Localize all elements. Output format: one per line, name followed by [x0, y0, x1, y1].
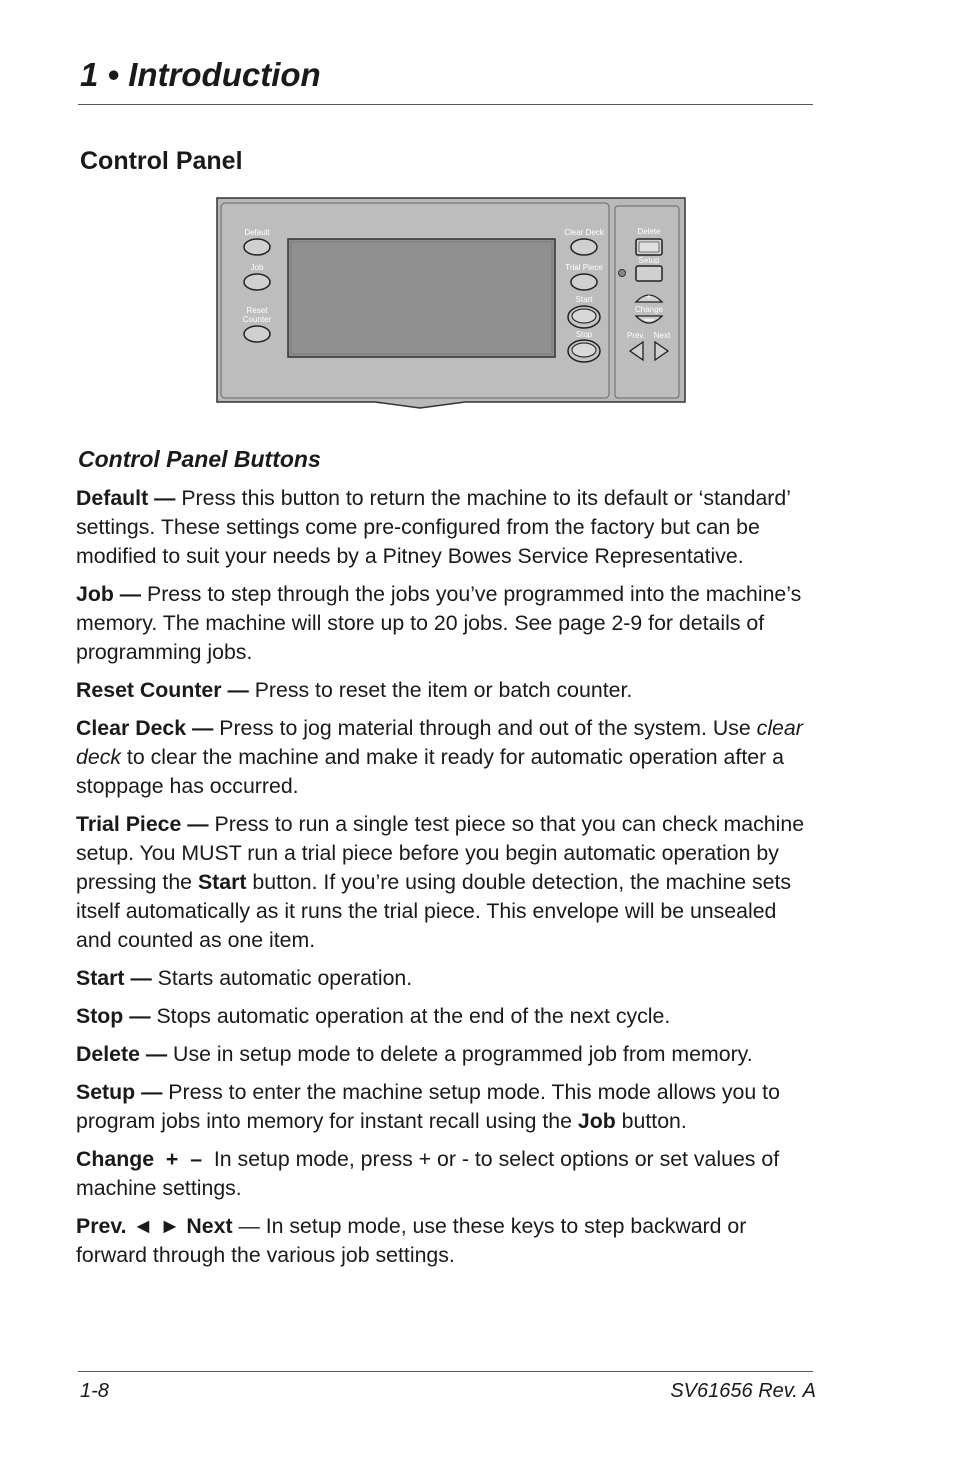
desc-text: button. If you’re using double detection, the machine sets itself automatically as it runs the trial piece. This envelope will be unsealed and counted as one item.	[76, 870, 792, 952]
desc-term: Setup —	[76, 1080, 163, 1104]
desc-text: Use in setup mode to delete a programmed job from memory.	[167, 1042, 753, 1066]
desc-term: Prev. ◄ ► Next	[76, 1214, 233, 1238]
clear-deck-button[interactable]	[571, 239, 597, 255]
control-panel-illustration	[215, 196, 687, 412]
reset-counter-button[interactable]	[244, 326, 270, 342]
desc-setup	[76, 1078, 816, 1136]
desc-prev-next	[76, 1212, 816, 1270]
desc-text: Press to step through the jobs you’ve programmed into the machine’s memory. The machine will store up to 20 jobs. See page 2-9 for details of programming jobs.	[76, 582, 802, 664]
desc-bold: Start	[197, 870, 247, 894]
reset-label-line2: Counter	[242, 315, 272, 324]
document-id: SV61656 Rev. A	[670, 1380, 816, 1402]
start-label: Start	[575, 295, 593, 304]
desc-term: Stop —	[76, 1004, 151, 1028]
page-number: 1-8	[80, 1380, 109, 1402]
setup-button[interactable]	[636, 266, 662, 281]
control-panel-svg	[215, 196, 687, 412]
desc-term: Change + –	[76, 1147, 203, 1171]
display-inner	[291, 242, 552, 354]
stop-label: Stop	[575, 330, 593, 339]
desc-term: Delete —	[76, 1042, 168, 1066]
header-rule	[78, 104, 813, 105]
desc-term: Reset Counter —	[76, 678, 249, 702]
reset-label-line1: Reset	[246, 306, 268, 315]
prev-label: Prev.	[626, 331, 646, 340]
desc-term: Job —	[76, 582, 142, 606]
job-label: Job	[250, 263, 264, 272]
desc-term: Clear Deck —	[76, 716, 214, 740]
indicator-led	[619, 270, 626, 277]
desc-job	[76, 580, 816, 667]
plus-label: +	[646, 292, 652, 302]
desc-text: button.	[615, 1109, 687, 1133]
desc-term: Start —	[76, 966, 152, 990]
button-descriptions	[76, 484, 816, 1279]
desc-bold: Job	[577, 1109, 616, 1133]
desc-delete	[76, 1040, 816, 1069]
desc-text: In setup mode, press + or - to select options or set values of machine settings.	[76, 1147, 786, 1200]
default-label: Default	[244, 228, 270, 237]
default-button[interactable]	[244, 239, 270, 255]
chapter-title: 1 • Introduction	[80, 56, 321, 93]
change-label: Change	[634, 305, 664, 314]
section-title: Control Panel	[80, 147, 243, 175]
desc-text: to clear the machine and make it ready for automatic operation after a stoppage has occurred.	[76, 745, 784, 798]
desc-text: Press to reset the item or batch counter.	[248, 678, 633, 702]
buttons-subhead: Control Panel Buttons	[78, 446, 321, 472]
job-button[interactable]	[244, 274, 270, 290]
trial-piece-label: Trial Piece	[565, 263, 603, 272]
desc-text: Press this button to return the machine to its default or ‘standard’ settings. These settings come pre-configured from the factory but can be modified to suit your needs by a Pitney Bowes Service Representative.	[76, 486, 791, 568]
next-label: Next	[653, 331, 671, 340]
desc-italic: clear deck	[76, 716, 803, 769]
desc-stop	[76, 1002, 816, 1031]
stop-button[interactable]	[572, 343, 596, 357]
desc-trial-piece	[76, 810, 816, 955]
desc-start	[76, 964, 816, 993]
trial-piece-button[interactable]	[571, 274, 597, 290]
desc-reset-counter	[76, 676, 816, 705]
desc-text: — In setup mode, use these keys to step backward or forward through the various job settings.	[76, 1214, 747, 1267]
footer-rule	[78, 1371, 813, 1372]
start-button[interactable]	[572, 309, 596, 323]
desc-clear-deck	[76, 714, 816, 801]
delete-label: Delete	[637, 227, 661, 236]
setup-label: Setup	[638, 256, 660, 265]
desc-change	[76, 1145, 816, 1203]
desc-text: Press to run a single test piece so that you can check machine setup. You MUST run a trial piece before you begin automatic operation by pressing the	[76, 812, 805, 894]
clear-deck-label: Clear Deck	[564, 228, 604, 237]
desc-text: Press to enter the machine setup mode. This mode allows you to program jobs into memory for instant recall using the	[76, 1080, 780, 1133]
desc-text: Starts automatic operation.	[151, 966, 413, 990]
desc-default	[76, 484, 816, 571]
delete-button-face	[639, 242, 659, 252]
desc-term: Default —	[76, 486, 176, 510]
desc-text: Press to jog material through and out of the system. Use	[213, 716, 757, 740]
desc-term: Trial Piece —	[76, 812, 209, 836]
desc-text: Stops automatic operation at the end of the next cycle.	[150, 1004, 671, 1028]
